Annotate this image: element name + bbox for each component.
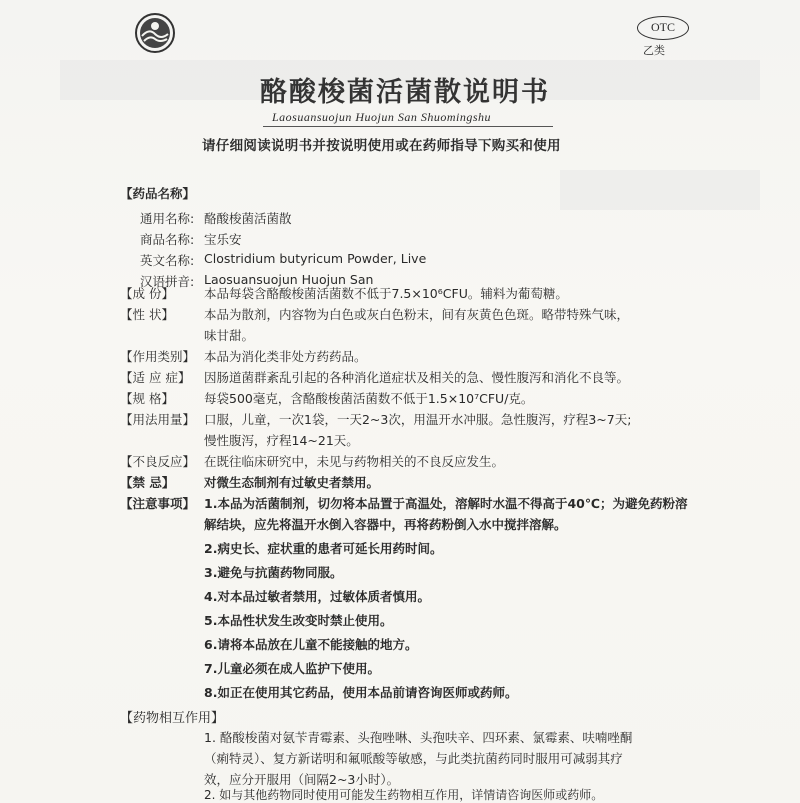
description-label: 【性 状】	[120, 307, 174, 322]
english-name-value: Clostridium butyricum Powder, Live	[204, 251, 427, 266]
specification-value: 每袋500毫克，含酪酸梭菌活菌数不低于1.5×10⁷CFU/克。	[204, 391, 534, 406]
interactions-line-1: 1. 酪酸梭菌对氨苄青霉素、头孢唑啉、头孢呋辛、四环素、氯霉素、呋喃唑酮	[204, 730, 633, 745]
english-name-label: 英文名称:	[140, 253, 195, 268]
title-underline	[263, 126, 553, 127]
contraindications-label: 【禁 忌】	[120, 475, 175, 490]
precaution-item-3: 3.避免与抗菌药物同服。	[204, 565, 343, 580]
interactions-line-2: （痢特灵）、复方新诺明和氟哌酸等敏感，与此类抗菌药同时服用可减弱其疗	[204, 751, 623, 766]
specification-label: 【规 格】	[120, 391, 174, 406]
pinyin-name-value: Laosuansuojun Huojun San	[204, 272, 374, 287]
precaution-item-6: 6.请将本品放在儿童不能接触的地方。	[204, 637, 418, 652]
precaution-item-7: 7.儿童必须在成人监护下使用。	[204, 661, 380, 676]
usage-warning: 请仔细阅读说明书并按说明使用或在药师指导下购买和使用	[202, 138, 561, 154]
otc-badge: OTC	[637, 16, 689, 40]
dosage-line1: 口服，儿童，一次1袋，一天2~3次，用温开水冲服。急性腹泻，疗程3~7天;	[204, 412, 632, 427]
indications-label: 【适 应 症】	[120, 370, 191, 385]
category-value: 本品为消化类非处方药药品。	[204, 349, 367, 364]
dosage-line2: 慢性腹泻，疗程14~21天。	[204, 433, 359, 448]
precaution-item-4: 4.对本品过敏者禁用，过敏体质者慎用。	[204, 589, 430, 604]
otc-class-label: 乙类	[643, 44, 665, 57]
composition-label: 【成 份】	[120, 286, 174, 301]
precaution-item-8: 8.如正在使用其它药品，使用本品前请咨询医师或药师。	[204, 685, 518, 700]
composition-value: 本品每袋含酪酸梭菌活菌数不低于7.5×10⁶CFU。辅料为葡萄糖。	[204, 286, 568, 301]
contraindications-value: 对微生态制剂有过敏史者禁用。	[204, 475, 380, 490]
bleed-through-mark	[560, 170, 760, 210]
title-pinyin: Laosuansuojun Huojun San Shuomingshu	[272, 110, 492, 124]
precaution-item-2: 2.病史长、症状重的患者可延长用药时间。	[204, 541, 443, 556]
interactions-line-3: 效，应分开服用（间隔2~3小时）。	[204, 772, 400, 787]
trade-name-value: 宝乐安	[204, 232, 242, 247]
document-title: 酪酸梭菌活菌散说明书	[260, 77, 550, 108]
description-line1: 本品为散剂，内容物为白色或灰白色粉末，间有灰黄色色斑。略带特殊气味，	[204, 307, 630, 322]
precaution-item-1a: 1.本品为活菌制剂，切勿将本品置于高温处，溶解时水温不得高于40℃；为避免药粉溶	[204, 496, 688, 511]
drug-name-heading: 【药品名称】	[120, 186, 196, 201]
precautions-label: 【注意事项】	[120, 496, 196, 511]
dosage-label: 【用法用量】	[120, 412, 196, 427]
adverse-label: 【不良反应】	[120, 454, 196, 469]
interactions-line-4: 2. 如与其他药物同时使用可能发生药物相互作用，详情请咨询医师或药师。	[204, 788, 604, 802]
adverse-value: 在既往临床研究中，未见与药物相关的不良反应发生。	[204, 454, 505, 469]
generic-name-label: 通用名称:	[140, 211, 195, 226]
generic-name-value: 酪酸梭菌活菌散	[204, 211, 292, 226]
pinyin-name-label: 汉语拼音:	[140, 274, 195, 289]
category-label: 【作用类别】	[120, 349, 196, 364]
company-logo-icon	[134, 12, 176, 54]
precaution-item-1b: 解结块，应先将温开水倒入容器中，再将药粉倒入水中搅拌溶解。	[204, 517, 567, 532]
interactions-heading: 【药物相互作用】	[120, 711, 225, 726]
indications-value: 因肠道菌群紊乱引起的各种消化道症状及相关的急、慢性腹泻和消化不良等。	[204, 370, 630, 385]
precaution-item-5: 5.本品性状发生改变时禁止使用。	[204, 613, 393, 628]
description-line2: 味甘甜。	[204, 328, 255, 343]
trade-name-label: 商品名称:	[140, 232, 195, 247]
